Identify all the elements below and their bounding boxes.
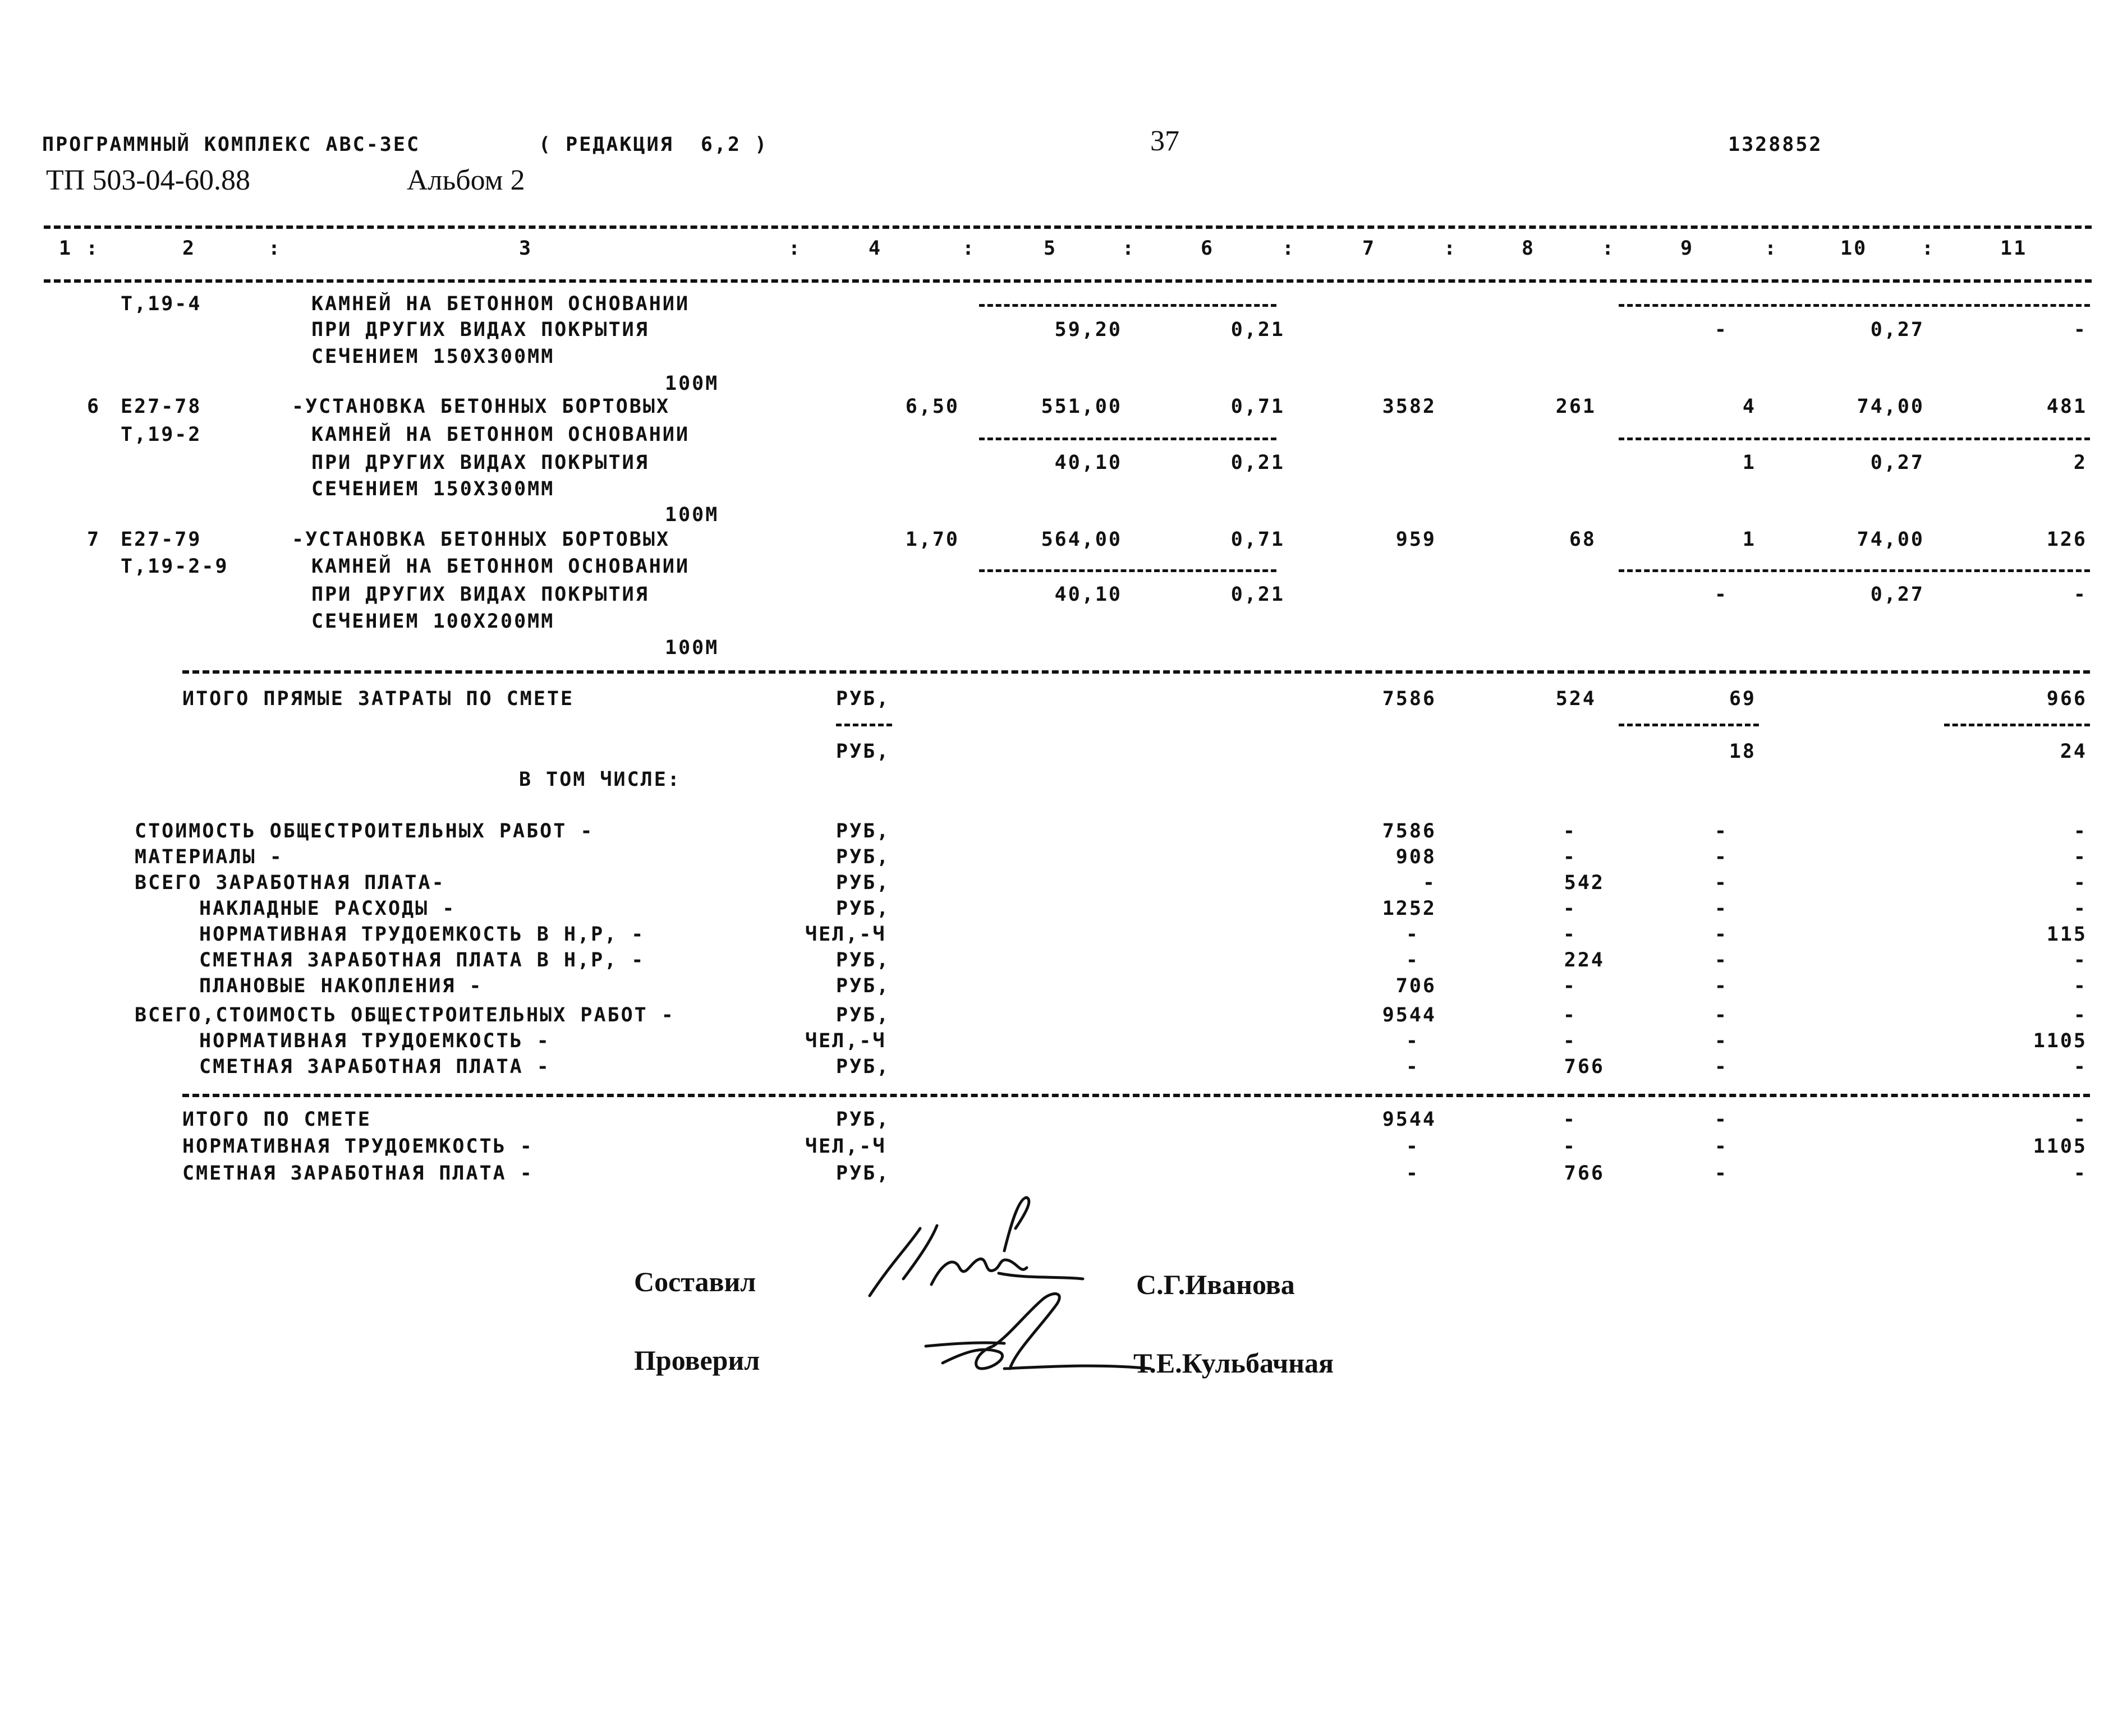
row7-c7: 959: [1395, 528, 1436, 551]
checked-by-label: Проверил: [634, 1344, 760, 1376]
row0-c11b: -: [2073, 319, 2087, 341]
breakdown-c8: 542: [1564, 872, 1605, 894]
project-code: ТП 503-04-60.88: [46, 164, 250, 196]
row6-c8: 261: [1555, 395, 1596, 418]
table-top-rule: [44, 225, 2092, 229]
final-unit: РУБ,: [836, 1162, 890, 1185]
row7-c6: 0,71: [1230, 528, 1285, 551]
row0-c6b: 0,21: [1230, 319, 1285, 341]
breakdown-c9: -: [1714, 820, 1728, 842]
breakdown-c9: -: [1714, 949, 1728, 971]
row6-c11: 481: [2046, 395, 2087, 418]
row7-split-rule-b: [1619, 569, 2090, 572]
breakdown-c8: 224: [1564, 949, 1605, 971]
row7-c9b: -: [1714, 583, 1728, 606]
row6-split-rule-a: [979, 438, 1276, 440]
col-sep-3: :: [788, 237, 802, 260]
c9-split-rule: [1619, 724, 1759, 726]
row6-c10b: 0,27: [1870, 452, 1924, 474]
row0-desc-2: ПРИ ДРУГИХ ВИДАХ ПОКРЫТИЯ: [311, 319, 649, 341]
breakdown-label: СМЕТНАЯ ЗАРАБОТНАЯ ПЛАТА В Н,Р, -: [199, 949, 645, 971]
row6-c6: 0,71: [1230, 395, 1285, 418]
final-unit: РУБ,: [836, 1108, 890, 1131]
row7-desc-0: -УСТАНОВКА БЕТОННЫХ БОРТОВЫХ: [292, 528, 670, 551]
breakdown-c7: 706: [1395, 975, 1436, 997]
col-1: 1 :: [59, 237, 100, 260]
breakdown-label: НАКЛАДНЫЕ РАСХОДЫ -: [199, 897, 456, 920]
row0-split-rule-b: [1619, 304, 2090, 307]
direct-costs-label: ИТОГО ПРЯМЫЕ ЗАТРАТЫ ПО СМЕТЕ: [182, 688, 575, 710]
breakdown-unit: ЧЕЛ,-Ч: [805, 1030, 886, 1052]
final-c9: -: [1714, 1162, 1728, 1185]
breakdown-c8: -: [1563, 897, 1577, 920]
breakdown-c8: -: [1563, 846, 1577, 868]
breakdown-c11: -: [2073, 820, 2087, 842]
breakdown-c8: -: [1563, 820, 1577, 842]
unit-split-rule: [836, 724, 892, 726]
breakdown-label: НОРМАТИВНАЯ ТРУДОЕМКОСТЬ -: [199, 1030, 550, 1052]
breakdown-c9: -: [1714, 846, 1728, 868]
row7-c5: 564,00: [1041, 528, 1122, 551]
c11-split-rule: [1944, 724, 2090, 726]
breakdown-unit: РУБ,: [836, 949, 890, 971]
breakdown-unit: РУБ,: [836, 1004, 890, 1026]
row7-number: 7: [87, 528, 101, 551]
row7-desc-1: КАМНЕЙ НА БЕТОННОМ ОСНОВАНИИ: [311, 555, 690, 578]
col-11: 11: [2000, 237, 2028, 260]
breakdown-c7: -: [1405, 949, 1419, 971]
breakdown-unit: РУБ,: [836, 1056, 890, 1078]
row7-c6b: 0,21: [1230, 583, 1285, 606]
final-c8: -: [1563, 1108, 1577, 1131]
row6-c6b: 0,21: [1230, 452, 1285, 474]
direct-costs-c8: 524: [1555, 688, 1596, 710]
breakdown-c11: -: [2073, 897, 2087, 920]
row7-code: Е27-79: [121, 528, 202, 551]
row6-code-2: Т,19-2: [121, 423, 202, 446]
col-sep-4: :: [962, 237, 976, 260]
row7-desc-2: ПРИ ДРУГИХ ВИДАХ ПОКРЫТИЯ: [311, 583, 649, 606]
breakdown-label: ВСЕГО,СТОИМОСТЬ ОБЩЕСТРОИТЕЛЬНЫХ РАБОТ -: [135, 1004, 675, 1026]
row0-code: Т,19-4: [121, 293, 202, 315]
row7-c11b: -: [2073, 583, 2087, 606]
breakdown-c11: -: [2073, 1004, 2087, 1026]
final-label: ИТОГО ПО СМЕТЕ: [182, 1108, 372, 1131]
checked-by-name: Т.Е.Кульбачная: [1133, 1347, 1334, 1379]
row6-c5b: 40,10: [1054, 452, 1122, 474]
breakdown-c9: -: [1714, 1056, 1728, 1078]
row6-desc-1: КАМНЕЙ НА БЕТОННОМ ОСНОВАНИИ: [311, 423, 690, 446]
table-header-rule: [44, 279, 2092, 283]
including-label: В ТОМ ЧИСЛЕ:: [519, 768, 681, 791]
breakdown-c9: -: [1714, 1030, 1728, 1052]
page-number: 37: [1150, 125, 1179, 157]
breakdown-label: НОРМАТИВНАЯ ТРУДОЕМКОСТЬ В Н,Р, -: [199, 923, 645, 946]
direct-costs-c9b: 18: [1729, 740, 1756, 763]
row6-c9b: 1: [1742, 452, 1756, 474]
direct-costs-c9: 69: [1729, 688, 1756, 710]
col-3: 3: [519, 237, 533, 260]
final-c11: 1105: [2033, 1135, 2087, 1158]
direct-costs-c11: 966: [2046, 688, 2087, 710]
final-c9: -: [1714, 1135, 1728, 1158]
row7-c10b: 0,27: [1870, 583, 1924, 606]
compiled-by-label: Составил: [634, 1266, 756, 1297]
breakdown-c8: 766: [1564, 1056, 1605, 1078]
col-7: 7: [1362, 237, 1376, 260]
row7-c11: 126: [2046, 528, 2087, 551]
breakdown-c9: -: [1714, 872, 1728, 894]
final-c8: -: [1563, 1135, 1577, 1158]
direct-costs-unit-2: РУБ,: [836, 740, 890, 763]
row6-desc-2: ПРИ ДРУГИХ ВИДАХ ПОКРЫТИЯ: [311, 452, 649, 474]
final-rule: [182, 1094, 2090, 1097]
col-9: 9: [1680, 237, 1694, 260]
col-6: 6: [1201, 237, 1215, 260]
breakdown-label: ВСЕГО ЗАРАБОТНАЯ ПЛАТА-: [135, 872, 445, 894]
row0-desc-1: КАМНЕЙ НА БЕТОННОМ ОСНОВАНИИ: [311, 293, 690, 315]
breakdown-c9: -: [1714, 897, 1728, 920]
row7-unit: 100М: [665, 637, 719, 659]
col-sep-10: :: [1922, 237, 1936, 260]
breakdown-c7: 1252: [1382, 897, 1436, 920]
row6-desc-3: СЕЧЕНИЕМ 150Х300ММ: [311, 478, 555, 500]
col-sep-7: :: [1444, 237, 1458, 260]
col-4: 4: [869, 237, 883, 260]
row7-c9: 1: [1742, 528, 1756, 551]
final-c11: -: [2073, 1162, 2087, 1185]
row7-c5b: 40,10: [1054, 583, 1122, 606]
final-unit: ЧЕЛ,-Ч: [805, 1135, 886, 1158]
col-5: 5: [1044, 237, 1058, 260]
col-8: 8: [1522, 237, 1536, 260]
row7-c4: 1,70: [905, 528, 959, 551]
row0-split-rule-a: [979, 304, 1276, 307]
breakdown-c9: -: [1714, 975, 1728, 997]
row6-number: 6: [87, 395, 101, 418]
row6-c10: 74,00: [1857, 395, 1924, 418]
final-c7: 9544: [1382, 1108, 1436, 1131]
breakdown-c7: 908: [1395, 846, 1436, 868]
breakdown-label: МАТЕРИАЛЫ -: [135, 846, 283, 868]
breakdown-label: ПЛАНОВЫЕ НАКОПЛЕНИЯ -: [199, 975, 483, 997]
col-sep-5: :: [1122, 237, 1136, 260]
breakdown-c8: -: [1563, 1004, 1577, 1026]
breakdown-c11: -: [2073, 872, 2087, 894]
breakdown-c11: -: [2073, 846, 2087, 868]
breakdown-c9: -: [1714, 1004, 1728, 1026]
breakdown-c7: 9544: [1382, 1004, 1436, 1026]
row0-desc-3: СЕЧЕНИЕМ 150Х300ММ: [311, 346, 555, 368]
row6-c5: 551,00: [1041, 395, 1122, 418]
row6-c4: 6,50: [905, 395, 959, 418]
row7-split-rule-a: [979, 569, 1276, 572]
breakdown-c7: -: [1405, 923, 1419, 946]
direct-costs-unit: РУБ,: [836, 688, 890, 710]
row0-c9b: -: [1714, 319, 1728, 341]
row7-c10: 74,00: [1857, 528, 1924, 551]
final-c9: -: [1714, 1108, 1728, 1131]
col-10: 10: [1840, 237, 1868, 260]
row6-unit: 100М: [665, 504, 719, 526]
row7-c8: 68: [1569, 528, 1596, 551]
breakdown-c9: -: [1714, 923, 1728, 946]
breakdown-c11: 1105: [2033, 1030, 2087, 1052]
row0-unit: 100М: [665, 372, 719, 395]
document-code: 1328852: [1728, 133, 1823, 156]
breakdown-unit: РУБ,: [836, 897, 890, 920]
breakdown-c11: 115: [2046, 923, 2087, 946]
breakdown-c7: 7586: [1382, 820, 1436, 842]
final-c7: -: [1405, 1162, 1419, 1185]
col-2: 2: [182, 237, 196, 260]
col-sep-8: :: [1602, 237, 1616, 260]
breakdown-c11: -: [2073, 975, 2087, 997]
direct-costs-c7: 7586: [1382, 688, 1436, 710]
final-c7: -: [1405, 1135, 1419, 1158]
breakdown-c7: -: [1405, 1030, 1419, 1052]
breakdown-c7: -: [1422, 872, 1436, 894]
row0-c5b: 59,20: [1054, 319, 1122, 341]
breakdown-label: СТОИМОСТЬ ОБЩЕСТРОИТЕЛЬНЫХ РАБОТ -: [135, 820, 594, 842]
program-name: ПРОГРАММНЫЙ КОМПЛЕКС АВС-3ЕС: [42, 133, 421, 156]
row6-c9: 4: [1742, 395, 1756, 418]
final-c11: -: [2073, 1108, 2087, 1131]
compiled-by-name: С.Г.Иванова: [1136, 1269, 1295, 1300]
signature-kulbachnaya: [920, 1290, 1156, 1391]
row0-c10b: 0,27: [1870, 319, 1924, 341]
row7-code-2: Т,19-2-9: [121, 555, 229, 578]
row6-c7: 3582: [1382, 395, 1436, 418]
breakdown-unit: РУБ,: [836, 975, 890, 997]
totals-rule: [182, 670, 2090, 674]
col-sep-6: :: [1282, 237, 1296, 260]
final-label: СМЕТНАЯ ЗАРАБОТНАЯ ПЛАТА -: [182, 1162, 534, 1185]
row7-desc-3: СЕЧЕНИЕМ 100Х200ММ: [311, 610, 555, 633]
breakdown-c11: -: [2073, 949, 2087, 971]
breakdown-c8: -: [1563, 975, 1577, 997]
breakdown-unit: РУБ,: [836, 846, 890, 868]
row6-c11b: 2: [2073, 452, 2087, 474]
direct-costs-c11b: 24: [2060, 740, 2087, 763]
breakdown-c7: -: [1405, 1056, 1419, 1078]
row6-code: Е27-78: [121, 395, 202, 418]
album-label: Альбом 2: [407, 164, 525, 196]
col-sep-9: :: [1765, 237, 1779, 260]
row6-split-rule-b: [1619, 438, 2090, 440]
breakdown-c8: -: [1563, 923, 1577, 946]
breakdown-label: СМЕТНАЯ ЗАРАБОТНАЯ ПЛАТА -: [199, 1056, 550, 1078]
edition: ( РЕДАКЦИЯ 6,2 ): [539, 133, 769, 156]
breakdown-unit: ЧЕЛ,-Ч: [805, 923, 886, 946]
breakdown-unit: РУБ,: [836, 820, 890, 842]
breakdown-c11: -: [2073, 1056, 2087, 1078]
final-label: НОРМАТИВНАЯ ТРУДОЕМКОСТЬ -: [182, 1135, 534, 1158]
final-c8: 766: [1564, 1162, 1605, 1185]
breakdown-c8: -: [1563, 1030, 1577, 1052]
col-sep-2: :: [268, 237, 282, 260]
breakdown-unit: РУБ,: [836, 872, 890, 894]
row6-desc-0: -УСТАНОВКА БЕТОННЫХ БОРТОВЫХ: [292, 395, 670, 418]
